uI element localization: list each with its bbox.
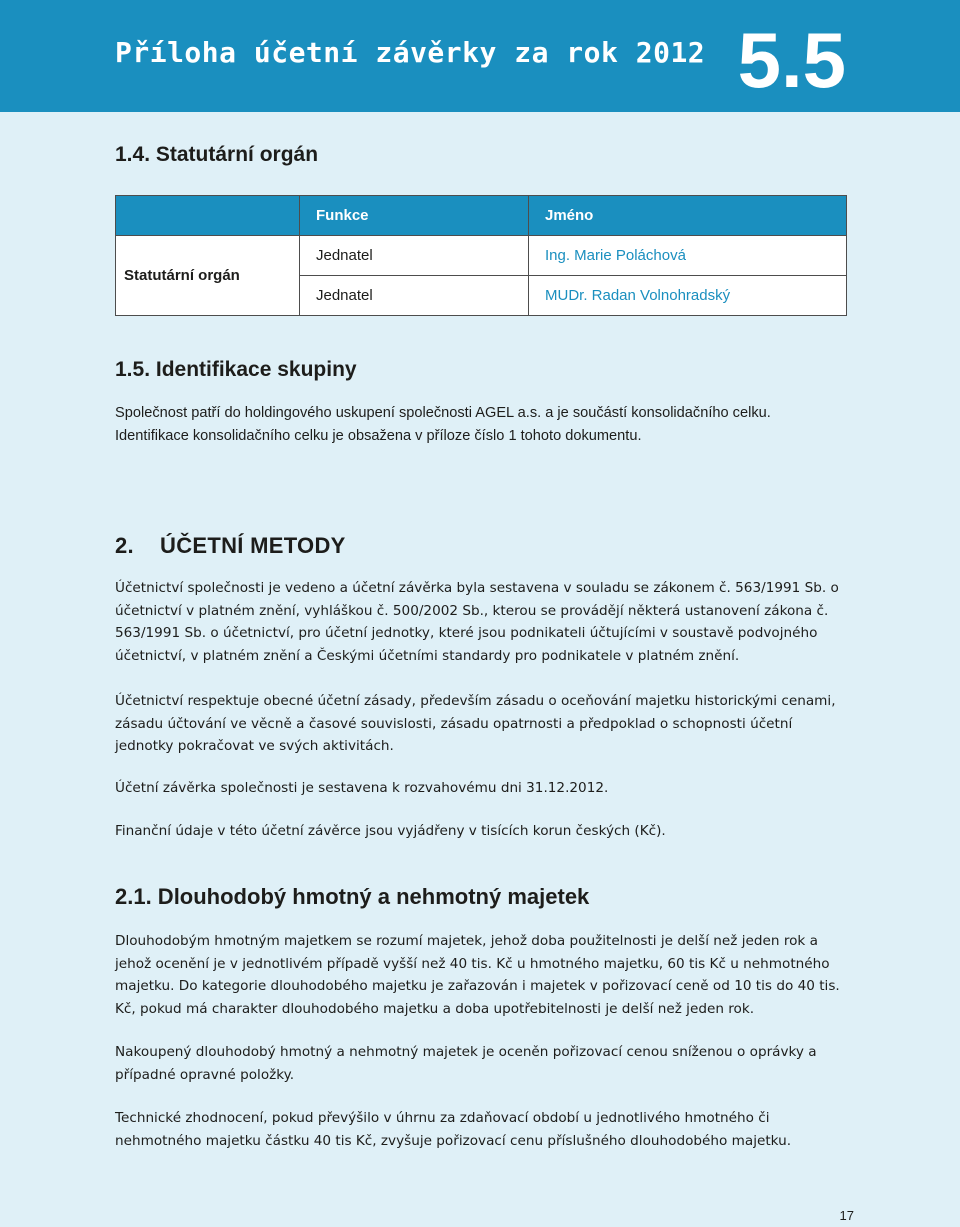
page-number: 17 bbox=[839, 1208, 854, 1223]
column-header-funkce: Funkce bbox=[300, 196, 529, 236]
heading-dlouhodoby-majetek: 2.1. Dlouhodobý hmotný a nehmotný majetek bbox=[115, 884, 590, 909]
statutory-body-table bbox=[115, 195, 847, 316]
table-row bbox=[116, 236, 847, 276]
row-label-statutarni-organ: Statutární orgán bbox=[116, 236, 300, 316]
heading-ucetni-metody bbox=[115, 533, 346, 559]
paragraph: Nakoupený dlouhodobý hmotný a nehmotný majetek je oceněn pořizovací cenou sníženou o oprávky a případné opravné položky. bbox=[115, 1044, 817, 1083]
identifikace-line-2: Identifikace konsolidačního celku je obsažena v příloze číslo 1 tohoto dokumentu. bbox=[115, 428, 642, 444]
paragraph: Technické zhodnocení, pokud převýšilo v úhrnu za zdaňovací období u jednotlivého hmotného či nehmotného majetku částku 40 tis Kč, zvyšuje pořizovací cenu příslušného dlouhodobého majetku. bbox=[115, 1110, 792, 1149]
cell-jmeno: MUDr. Radan Volnohradský bbox=[529, 276, 847, 316]
paragraph: Účetnictví respektuje obecné účetní zásady, především zásadu o oceňování majetku historickými cenami, zásadu účtování ve věcně a časové souvislosti, zásadu opatrnosti a předpoklad o schopnosti účetní jednotky pokračovat ve svých aktivitách. bbox=[115, 693, 836, 754]
heading-number: 2. bbox=[115, 533, 134, 558]
cell-funkce: Jednatel bbox=[300, 236, 529, 276]
section-number: 5.5 bbox=[737, 16, 846, 104]
table-corner-cell bbox=[116, 196, 300, 236]
table-header-row bbox=[116, 196, 847, 236]
paragraph: Dlouhodobým hmotným majetkem se rozumí majetek, jehož doba použitelnosti je delší než jeden rok a jehož ocenění je v jednotlivém případě vyšší než 40 tis. Kč u hmotného majetku, 60 tis Kč u nehmotného majetku. Do kategorie dlouhodobého majetku je zařazován i majetek v pořizovací ceně od 10 tis do 40 tis. Kč, pokud má charakter dlouhodobého majetku a doba upotřebitelnosti je delší než jeden rok. bbox=[115, 933, 840, 1017]
heading-statutarni-organ: 1.4. Statutární orgán bbox=[115, 143, 319, 166]
paragraph: Účetní závěrka společnosti je sestavena k rozvahovému dni 31.12.2012. bbox=[115, 780, 609, 796]
document-title: Příloha účetní závěrky za rok 2012 bbox=[115, 36, 706, 69]
paragraph: Účetnictví společnosti je vedeno a účetní závěrka byla sestavena v souladu se zákonem č. 563/1991 Sb. o účetnictví v platném znění, vyhláškou č. 500/2002 Sb., kterou se provádějí některá ustanovení zákona č. 563/1991 Sb. o účetnictví, pro účetní jednotky, které jsou podnikateli účtujícími v soustavě podvojného účetnictví, v platném znění a Českými účetními standardy pro podnikatele v platném znění. bbox=[115, 580, 839, 664]
paragraph: Finanční údaje v této účetní závěrce jsou vyjádřeny v tisících korun českých (Kč). bbox=[115, 823, 666, 839]
column-header-jmeno: Jméno bbox=[529, 196, 847, 236]
page-header-band bbox=[0, 0, 960, 112]
identifikace-line-1: Společnost patří do holdingového uskupení společnosti AGEL a.s. a je součástí konsolidačního celku. bbox=[115, 405, 771, 421]
cell-jmeno: Ing. Marie Poláchová bbox=[529, 236, 847, 276]
cell-funkce: Jednatel bbox=[300, 276, 529, 316]
heading-identifikace-skupiny: 1.5. Identifikace skupiny bbox=[115, 358, 357, 381]
heading-title: ÚČETNÍ METODY bbox=[160, 533, 346, 558]
